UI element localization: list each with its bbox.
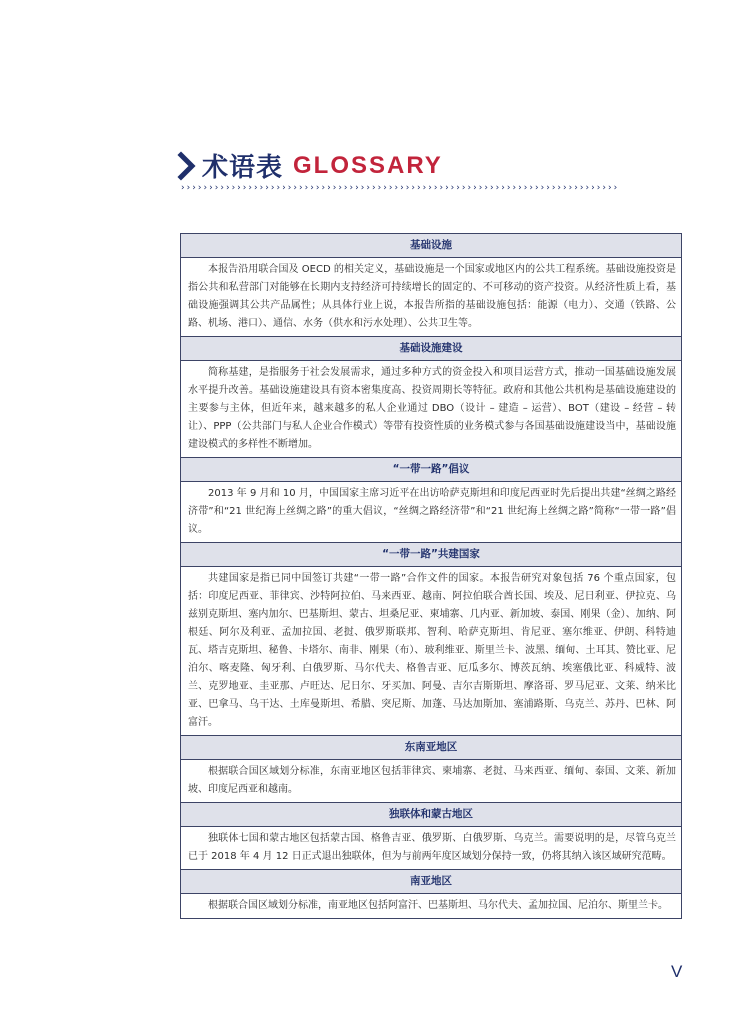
term-definition: 根据联合国区域划分标准，东南亚地区包括菲律宾、柬埔寨、老挝、马来西亚、缅甸、泰国、文莱、新加坡、印度尼西亚和越南。: [181, 760, 681, 803]
page-title: 术语表: [202, 153, 284, 183]
term-heading: “一带一路”倡议: [181, 458, 681, 482]
glossary-table: [180, 233, 682, 919]
term-heading: 基础设施: [181, 234, 681, 258]
decorative-arrow-rule: ››››››››››››››››››››››››››››››››››››››››››››››››››››››››››››››››››››››››››››››: [180, 183, 619, 193]
glossary-term: [181, 543, 681, 736]
glossary-term: [181, 870, 681, 918]
term-heading: 独联体和蒙古地区: [181, 803, 681, 827]
page-number: V: [671, 962, 683, 981]
glossary-term: [181, 736, 681, 803]
glossary-term: [181, 234, 681, 337]
term-heading: “一带一路”共建国家: [181, 543, 681, 567]
term-heading: 基础设施建设: [181, 337, 681, 361]
term-definition: 独联体七国和蒙古地区包括蒙古国、格鲁吉亚、俄罗斯、白俄罗斯、乌克兰。需要说明的是，尽管乌克兰已于 2018 年 4 月 12 日正式退出独联体，但为与前两年度区域划分保持一致，仍将其纳入该区域研究范畴。: [181, 827, 681, 870]
glossary-term: [181, 337, 681, 458]
term-definition: 本报告沿用联合国及 OECD 的相关定义，基础设施是一个国家或地区内的公共工程系统。基础设施投资是指公共和私营部门对能够在长期内支持经济可持续增长的固定的、不可移动的资产投资。从经济性质上看，基础设施强调其公共产品属性；从具体行业上说，本报告所指的基础设施包括：能源（电力）、交通（铁路、公路、机场、港口）、通信、水务（供水和污水处理）、公共卫生等。: [181, 258, 681, 337]
term-heading: 南亚地区: [181, 870, 681, 894]
term-definition: 根据联合国区域划分标准，南亚地区包括阿富汗、巴基斯坦、马尔代夫、孟加拉国、尼泊尔、斯里兰卡。: [208, 900, 668, 911]
term-definition: 共建国家是指已同中国签订共建“一带一路”合作文件的国家。本报告研究对象包括 76 个重点国家，包括：印度尼西亚、菲律宾、沙特阿拉伯、马来西亚、越南、阿拉伯联合酋长国、埃及、尼日利亚、伊拉克、乌兹别克斯坦、塞内加尔、巴基斯坦、蒙古、坦桑尼亚、柬埔寨、几内亚、新加坡、泰国、刚果（金）、加纳、阿根廷、阿尔及利亚、孟加拉国、老挝、俄罗斯联邦、智利、哈萨克斯坦、肯尼亚、塞尔维亚、伊朗、科特迪瓦、塔吉克斯坦、秘鲁、卡塔尔、南非、刚果（布）、玻利维亚、斯里兰卡、波黑、缅甸、土耳其、赞比亚、尼泊尔、喀麦隆、匈牙利、白俄罗斯、马尔代夫、格鲁吉亚、厄瓜多尔、博茨瓦纳、埃塞俄比亚、科威特、波兰、克罗地亚、圭亚那、卢旺达、尼日尔、牙买加、阿曼、吉尔吉斯斯坦、摩洛哥、罗马尼亚、文莱、纳米比亚、巴拿马、乌干达、土库曼斯坦、希腊、突尼斯、加蓬、马达加斯加、塞浦路斯、乌克兰、苏丹、巴林、阿富汗。: [181, 567, 681, 736]
term-definition: 2013 年 9 月和 10 月，中国国家主席习近平在出访哈萨克斯坦和印度尼西亚时先后提出共建“丝绸之路经济带”和“21 世纪海上丝绸之路”的重大倡议，“丝绸之路经济带”和“21 世纪海上丝绸之路”简称“一带一路”倡议。: [181, 482, 681, 543]
term-heading: 东南亚地区: [181, 736, 681, 760]
chevron-right-icon: [178, 151, 196, 181]
page-header: [178, 147, 443, 184]
term-definition: 简称基建，是指服务于社会发展需求，通过多种方式的资金投入和项目运营方式，推动一国基础设施发展水平提升改善。基础设施建设具有资本密集度高、投资周期长等特征。政府和其他公共机构是基础设施建设的主要参与主体，但近年来，越来越多的私人企业通过 DBO（设计 – 建造 – 运营）、BOT（建设 – 经营 – 转让）、PPP（公共部门与私人企业合作模式）等带有投资性质的业务模式参与各国基础设施建设当中，基础设施建设模式的多样性不断增加。: [181, 361, 681, 458]
glossary-term: [181, 458, 681, 543]
page-title-en: GLOSSARY: [293, 151, 443, 179]
glossary-term: [181, 803, 681, 870]
